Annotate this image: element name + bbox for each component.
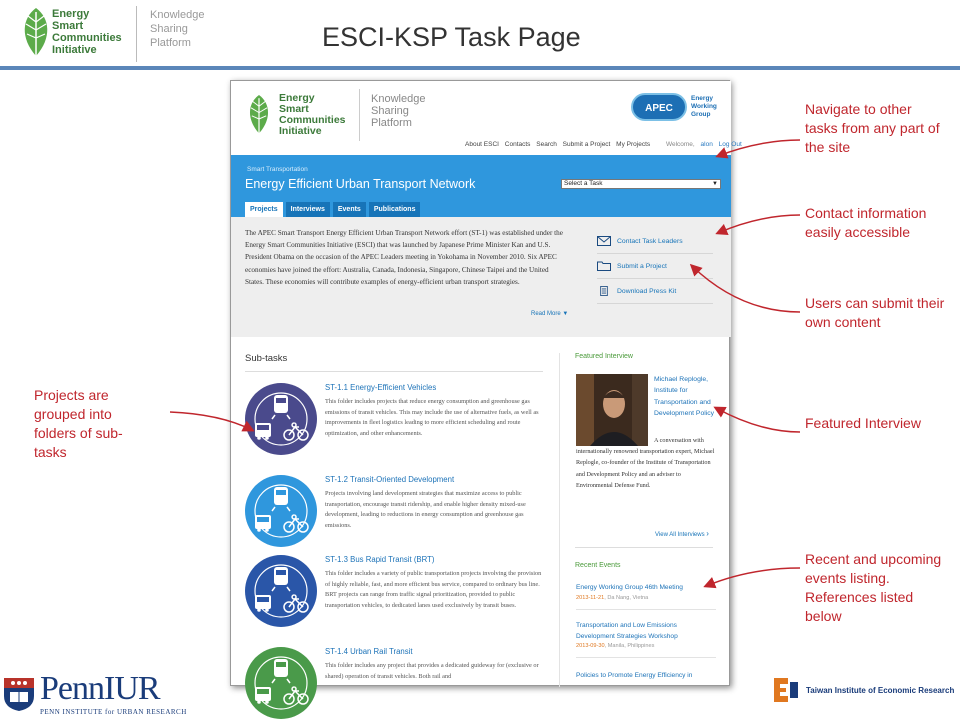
ewg-label <box>691 95 717 119</box>
subtask-title[interactable]: ST-1.1 Energy-Efficient Vehicles <box>325 383 437 392</box>
tab-bar <box>245 202 420 217</box>
section-rule <box>575 547 713 548</box>
logo-line: Energy <box>279 92 315 104</box>
ksp-line: Sharing <box>371 105 409 117</box>
submit-project-link[interactable] <box>597 254 713 279</box>
title-rule <box>0 66 960 70</box>
link-label: Contact Task Leaders <box>617 237 683 245</box>
logout-link[interactable]: Log Out <box>718 141 742 148</box>
train-icon <box>272 567 290 591</box>
transport-modes-icon <box>245 383 317 455</box>
event-meta: 2013-11-21, Da Nang, Vietna <box>576 594 649 601</box>
subtask-title[interactable]: ST-1.3 Bus Rapid Transit (BRT) <box>325 555 435 564</box>
tab-publications[interactable]: Publications <box>369 202 421 217</box>
train-icon <box>272 395 290 419</box>
ksp-line: Knowledge <box>150 9 205 21</box>
ksp-line: Platform <box>371 117 412 129</box>
callout-contact: Contact information easily accessible <box>805 205 927 240</box>
ewg-line: Group <box>691 111 711 118</box>
link-label: Download Press Kit <box>617 287 677 295</box>
callout-navigate: Navigate to other tasks from any part of the site <box>805 101 940 155</box>
username-link[interactable]: alon <box>700 141 713 148</box>
ksp-line: Platform <box>150 37 191 49</box>
esci-logo-text <box>52 8 122 56</box>
nav-about[interactable]: About ESCI <box>465 141 499 148</box>
ksp-line: Sharing <box>150 23 188 35</box>
ewg-line: Working <box>691 103 717 110</box>
event-item[interactable] <box>576 671 716 688</box>
event-title[interactable]: Transportation and Low Emissions Development Strategies Workshop <box>576 622 678 640</box>
nav-search[interactable]: Search <box>536 141 557 148</box>
site-header <box>231 81 742 155</box>
callout-events: Recent and upcoming events listing. References listed below <box>805 551 942 624</box>
callout-submit: Users can submit their own content <box>805 295 945 330</box>
event-item[interactable] <box>576 621 716 658</box>
site-logo-text[interactable] <box>279 93 346 137</box>
document-icon <box>597 286 611 296</box>
nav-submit-project[interactable]: Submit a Project <box>562 141 611 148</box>
subtask-icon <box>245 383 317 455</box>
task-select[interactable] <box>561 179 721 189</box>
subtask-icon <box>245 475 317 547</box>
logo-line: Smart <box>279 103 309 115</box>
website-screenshot <box>230 80 742 686</box>
site-ksp-label <box>371 93 425 129</box>
esci-logo-leaf-icon <box>16 4 56 62</box>
train-icon <box>272 487 290 511</box>
event-date: 2013-11-21 <box>576 594 605 601</box>
train-icon <box>272 659 290 683</box>
contact-task-leaders-link[interactable] <box>597 229 713 254</box>
transport-modes-icon <box>245 647 317 719</box>
tab-interviews[interactable]: Interviews <box>286 202 330 217</box>
top-nav <box>465 141 746 148</box>
tab-projects[interactable]: Projects <box>245 202 283 217</box>
subtask-desc: This folder includes any project that provides a dedicated guideway for (exclusive or shared) operation of transit vehicles. Both rail and <box>325 662 539 680</box>
logo-line: Smart <box>52 20 84 32</box>
subtask-desc: This folder includes a variety of public transportation projects involving the provision of highly reliable, fast, and more efficient bus service, compared to ordinary bus line. BRT projects can range from traffic signal prioritization, provided to public transportation vehicles, to dedicated lanes used exclusively by transit buses. <box>325 570 542 609</box>
nav-my-projects[interactable]: My Projects <box>616 141 651 148</box>
chevron-down-icon: ▼ <box>562 311 569 317</box>
action-links <box>597 229 713 304</box>
apec-logo[interactable]: APEC <box>631 93 687 121</box>
read-more-label: Read More <box>531 311 561 317</box>
penn-iur-subtitle: PENN INSTITUTE for URBAN RESEARCH <box>40 708 187 716</box>
logo-line: Initiative <box>52 44 97 56</box>
logo-divider <box>359 89 360 141</box>
event-place: Manila, Philippines <box>607 643 655 650</box>
tier-name: Taiwan Institute of Economic Research <box>806 686 955 695</box>
shield-icon <box>2 676 36 712</box>
leaf-icon <box>243 89 275 141</box>
event-meta: 2013-09-30, Manila, Philippines <box>576 643 655 650</box>
logo-line: Communities <box>52 32 122 44</box>
event-date: 2013-09-30 <box>576 643 605 650</box>
logo-line: Communities <box>279 114 346 126</box>
subtask-title[interactable]: ST-1.2 Transit-Oriented Development <box>325 475 455 484</box>
page-title: Energy Efficient Urban Transport Network <box>245 177 476 191</box>
callout-featured: Featured Interview <box>805 415 921 431</box>
read-more-link[interactable] <box>531 311 568 317</box>
intro-text: The APEC Smart Transport Energy Efficient Urban Transport Network effort (ST-1) was established under the Energy Smart Communities Initiative (ESCI) that was launched by Japanese Prime Minister Kan and U.S. President Obama on the occasion of the APEC Leaders meeting in Yokohama in November 2010. Six APEC economies have joined the effort: Australia, Canada, Indonesia, Singapore, Chinese Taipei and the United States. These economies will contribute examples of energy-efficient urban transport strategies. <box>245 229 563 286</box>
slide-title: ESCI-KSP Task Page <box>322 22 581 52</box>
subtask-icon <box>245 555 317 627</box>
subtasks-heading: Sub-tasks <box>245 353 288 364</box>
column-divider <box>559 353 560 687</box>
featured-name-link[interactable]: Michael Replogle, Institute for Transportation and Development Policy <box>654 376 715 417</box>
penn-iur-wordmark: PennIUR <box>40 670 160 707</box>
subtask-title[interactable]: ST-1.4 Urban Rail Transit <box>325 647 413 656</box>
recent-events-label: Recent Events <box>575 562 621 569</box>
logo-line: Initiative <box>279 125 322 137</box>
link-label: Submit a Project <box>617 262 667 270</box>
ksp-label <box>150 8 204 50</box>
download-press-kit-link[interactable] <box>597 279 713 304</box>
nav-contacts[interactable]: Contacts <box>504 141 531 148</box>
folder-icon <box>597 261 611 271</box>
ewg-line: Energy <box>691 95 714 102</box>
transport-modes-icon <box>245 555 317 627</box>
subtask-desc: This folder includes projects that reduce energy consumption and greenhouse gas emissions of transit vehicles. This may include the use of alternative fuels, as well as improvements in fleet logistics leading to more efficient scheduling and route optimization, and other enhancements. <box>325 398 539 437</box>
event-title[interactable]: Energy Working Group 46th Meeting <box>576 584 683 591</box>
welcome-label: Welcome, <box>665 141 695 148</box>
category-label: Smart Transportation <box>247 166 308 173</box>
event-title[interactable]: Policies to Promote Energy Efficiency in <box>576 672 693 679</box>
logo-divider <box>136 6 137 62</box>
dropdown-arrow-icon: ▼ <box>712 181 718 187</box>
event-item[interactable] <box>576 583 716 610</box>
featured-desc: A conversation with internationally renowned transportation expert, Michael Replogle, co-founder of the Institute of Transportation and Development Policy and an adviser to Environmental Defense Fund. <box>576 437 715 489</box>
tab-events[interactable]: Events <box>333 202 366 217</box>
view-all-interviews-link[interactable] <box>655 529 709 538</box>
ksp-line: Knowledge <box>371 93 426 105</box>
logo-line: Energy <box>52 8 90 20</box>
chevron-right-icon: › <box>706 529 709 538</box>
featured-interview-label: Featured Interview <box>575 353 633 360</box>
tier-logo-icon <box>772 676 800 704</box>
callout-projects: Projects are grouped into folders of sub-tasks <box>34 387 123 460</box>
view-all-label: View All Interviews <box>655 532 705 538</box>
event-place: Da Nang, Vietna <box>607 594 649 601</box>
subtask-desc: Projects involving land development strategies that maximize access to public transportation, encourage transit ridership, and enable higher density mixed-use development, leading to reductions in energy consumption and greenhouse gas emissions. <box>325 490 526 529</box>
subtask-icon <box>245 647 317 719</box>
subtasks-rule <box>245 371 543 372</box>
task-select-value: Select a Task <box>564 180 603 187</box>
transport-modes-icon <box>245 475 317 547</box>
envelope-icon <box>597 236 611 246</box>
